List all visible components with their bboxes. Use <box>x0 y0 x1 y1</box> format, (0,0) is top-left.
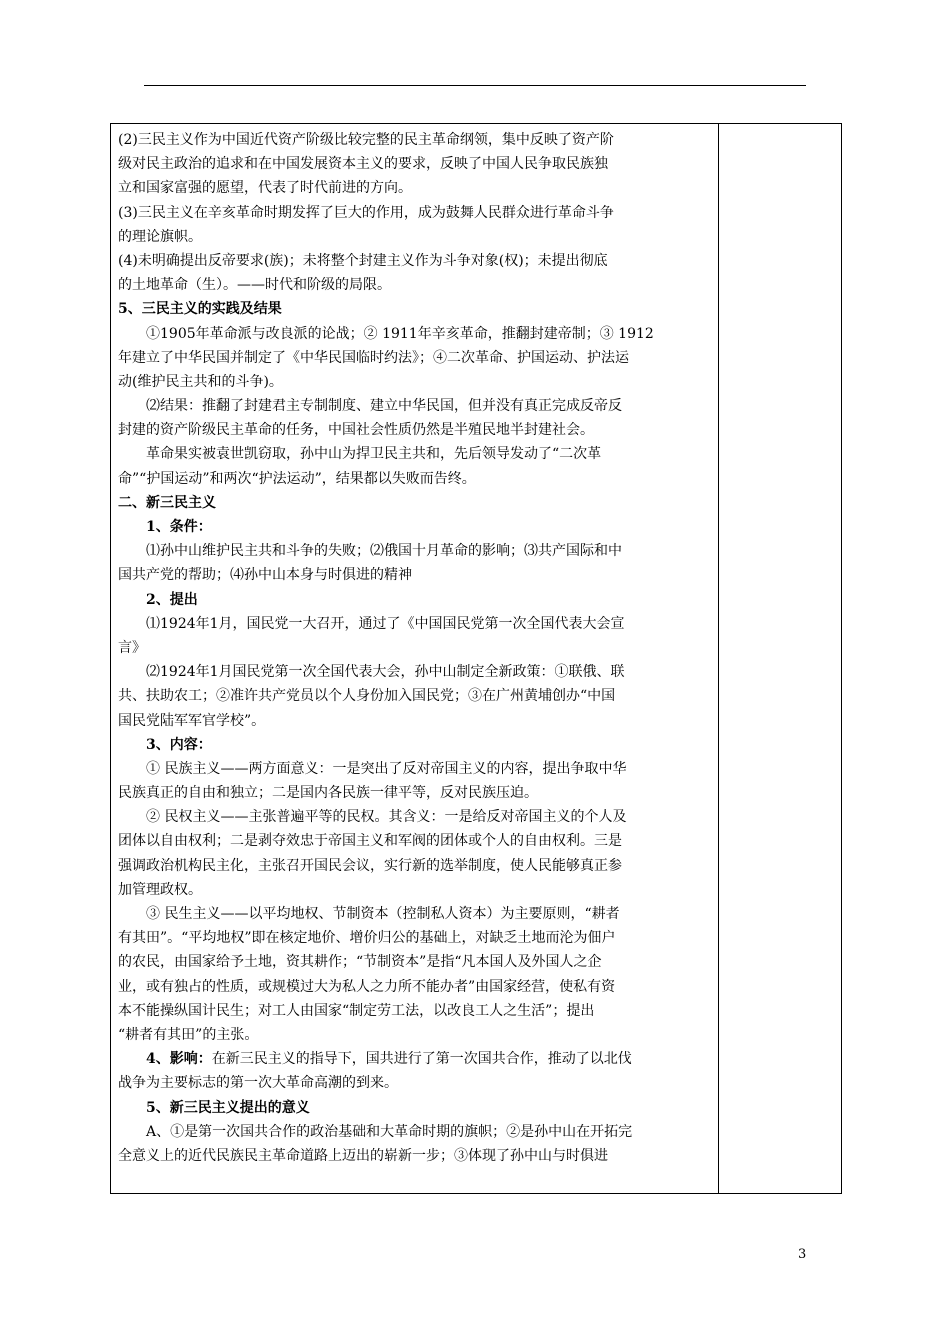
text-line: (3)三民主义在辛亥革命时期发挥了巨大的作用，成为鼓舞人民群众进行革命斗争 <box>118 204 614 221</box>
text-line: 3、内容： <box>146 736 212 753</box>
text-line: 2、提出 <box>146 591 198 608</box>
text-line: ⑴1924年1月，国民党一大召开，通过了《中国国民党第一次全国代表大会宣 <box>146 615 625 632</box>
text-line: 立和国家富强的愿望，代表了时代前进的方向。 <box>118 180 412 197</box>
main-text-cell <box>118 128 714 1168</box>
text-line: 战争为主要标志的第一次大革命高潮的到来。 <box>118 1075 398 1092</box>
text-line: ①1905年革命派与改良派的论战；② 1911年辛亥革命，推翻封建帝制；③ 1912 <box>146 325 654 342</box>
text-line: 国民党陆军军官学校”。 <box>118 712 266 729</box>
text-line: 级对民主政治的追求和在中国发展资本主义的要求，反映了中国人民争取民族独 <box>118 156 608 173</box>
text-line: 动(维护民主共和的斗争)。 <box>118 373 283 390</box>
text-line: 团体以自由权利；二是剥夺效忠于帝国主义和军阀的团体或个人的自由权利。三是 <box>118 833 622 850</box>
text-line <box>118 1047 714 1071</box>
text-line: ⑵1924年1月国民党第一次全国代表大会，孙中山制定全新政策：①联俄、联 <box>146 664 625 681</box>
text-line: 封建的资产阶级民主革命的任务，中国社会性质仍然是半殖民地半封建社会。 <box>118 422 594 439</box>
text-line: ⑴孙中山维护民主共和斗争的失败；⑵俄国十月革命的影响；⑶共产国际和中 <box>146 543 622 560</box>
text-line: (2)三民主义作为中国近代资产阶级比较完整的民主革命纲领，集中反映了资产阶 <box>118 132 614 148</box>
text-line: 强调政治机构民主化，主张召开国民会议，实行新的选举制度，使人民能够真正参 <box>118 857 622 874</box>
text-line: 5、新三民主义提出的意义 <box>146 1099 310 1116</box>
line-body: 在新三民主义的指导下，国共进行了第一次国共合作，推动了以北伐 <box>211 1051 632 1068</box>
text-line: 的理论旗帜。 <box>118 228 202 245</box>
text-line: 二、新三民主义 <box>118 494 216 511</box>
text-line: 的农民，由国家给予土地，资其耕作；“节制资本”是指“凡本国人及外国人之企 <box>118 954 602 971</box>
page-number: 3 <box>798 1247 807 1262</box>
text-line: ③ 民生主义——以平均地权、节制资本（控制私人资本）为主要原则，“耕者 <box>146 906 620 922</box>
text-line: 年建立了中华民国并制定了《中华民国临时约法》；④二次革命、护国运动、护法运 <box>118 349 629 366</box>
text-line: 有其田”。“平均地权”即在核定地价、增价归公的基础上，对缺乏土地而沦为佃户 <box>118 930 616 947</box>
text-line: (4)未明确提出反帝要求(族)；未将整个封建主义作为斗争对象(权)；未提出彻底 <box>118 252 608 269</box>
text-line: 命”“护国运动”和两次“护法运动”，结果都以失败而告终。 <box>118 470 476 487</box>
text-line: 1、条件： <box>146 519 212 535</box>
text-line: ② 民权主义——主张普遍平等的民权。其含义：一是给反对帝国主义的个人及 <box>146 809 627 826</box>
text-line: 革命果实被袁世凯窃取，孙中山为捍卫民主共和，先后领导发动了“二次革 <box>146 446 602 463</box>
text-line: 民族真正的自由和独立；二是国内各民族一律平等，反对民族压迫。 <box>118 785 538 802</box>
text-line: 本不能操纵国计民生；对工人由国家“制定劳工法，以改良工人之生活”；提出 <box>118 1002 595 1019</box>
column-divider <box>718 124 719 1193</box>
text-line: A、①是第一次国共合作的政治基础和大革命时期的旗帜；②是孙中山在开拓完 <box>146 1123 633 1140</box>
text-line: 国共产党的帮助；⑷孙中山本身与时俱进的精神 <box>118 567 412 584</box>
text-line: 业，或有独占的性质，或规模过大为私人之力所不能办者”由国家经营，使私有资 <box>118 978 616 995</box>
line-heading: 4、影响： <box>146 1051 212 1068</box>
text-line: 的土地革命（生）。——时代和阶级的局限。 <box>118 277 391 294</box>
text-line: 5、三民主义的实践及结果 <box>118 301 282 318</box>
text-line: 共、扶助农工；②准许共产党员以个人身份加入国民党；③在广州黄埔创办“中国 <box>118 688 616 705</box>
header-rule <box>144 85 806 86</box>
text-line: “耕者有其田”的主张。 <box>118 1026 259 1043</box>
text-line: 言》 <box>118 639 146 656</box>
text-line: ⑵结果：推翻了封建君主专制制度、建立中华民国，但并没有真正完成反帝反 <box>146 398 622 415</box>
text-line: ① 民族主义——两方面意义：一是突出了反对帝国主义的内容，提出争取中华 <box>146 760 627 777</box>
text-line: 全意义上的近代民族民主革命道路上迈出的崭新一步；③体现了孙中山与时俱进 <box>118 1147 608 1164</box>
text-line: 加管理政权。 <box>118 881 202 898</box>
content-table <box>110 123 842 1194</box>
